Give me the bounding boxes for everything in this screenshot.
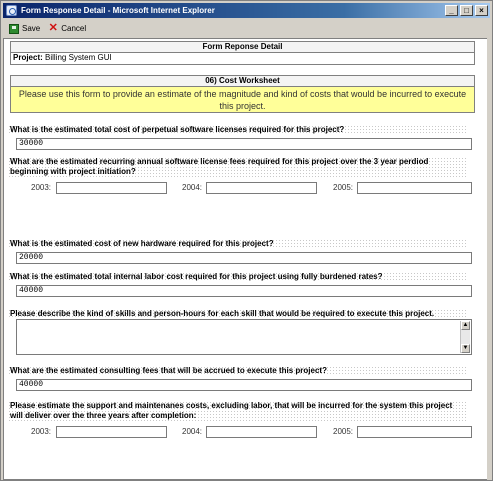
recurring-fees-2004-input[interactable] <box>206 182 317 194</box>
save-label: Save <box>22 24 41 33</box>
new-hardware-input[interactable]: 20000 <box>16 252 472 264</box>
support-2004-input[interactable] <box>206 426 317 438</box>
support-2003-input[interactable] <box>56 426 167 438</box>
question-new-hardware: What is the estimated cost of new hardware required for this project? <box>8 239 466 249</box>
question-consulting-fees: What are the estimated consulting fees that will be accrued to execute this project? <box>8 366 466 376</box>
cancel-button[interactable] <box>48 21 87 34</box>
close-button[interactable]: × <box>475 5 488 16</box>
label-2004-support: 2004: <box>182 427 203 436</box>
page-content <box>3 38 490 480</box>
window-title: Form Response Detail - Microsoft Internet Explorer <box>21 6 215 15</box>
cancel-icon: ✕ <box>48 21 58 34</box>
scroll-down-arrow-icon[interactable]: ▼ <box>462 345 469 351</box>
recurring-fees-2003-input[interactable] <box>56 182 167 194</box>
cancel-label: Cancel <box>61 24 87 33</box>
label-2003-support: 2003: <box>31 427 52 436</box>
perpetual-licenses-input[interactable]: 30000 <box>16 138 472 150</box>
scroll-up-arrow-icon[interactable]: ▲ <box>462 322 469 328</box>
label-2005: 2005: <box>333 183 354 192</box>
textarea-scrollbar[interactable] <box>460 321 470 353</box>
project-row <box>10 53 475 65</box>
minimize-button[interactable]: _ <box>445 5 458 16</box>
question-recurring-license-fees: What are the estimated recurring annual software license fees required for this project over the 3 year perdiod beginning with project initiation? <box>8 157 466 177</box>
maximize-button[interactable]: □ <box>460 5 473 16</box>
project-value: Billing System GUI <box>45 53 112 62</box>
question-internal-labor: What is the estimated total internal labor cost required for this project using fully burdened rates? <box>8 272 466 282</box>
internal-labor-input[interactable]: 40000 <box>16 285 472 297</box>
label-2003: 2003: <box>31 183 52 192</box>
skills-textarea[interactable] <box>16 319 472 355</box>
project-label: Project: <box>13 53 43 62</box>
window-scrollbar[interactable] <box>487 38 491 480</box>
instructions-notice: Please use this form to provide an estimate of the magnitude and kind of costs that would be incurred to execute this project. <box>10 87 475 113</box>
title-bar <box>3 3 490 18</box>
internet-explorer-icon <box>6 5 17 16</box>
recurring-fees-2005-input[interactable] <box>357 182 472 194</box>
save-button[interactable] <box>9 24 40 34</box>
worksheet-title: 06) Cost Worksheet <box>10 75 475 87</box>
label-2004: 2004: <box>182 183 203 192</box>
save-icon <box>9 24 19 34</box>
question-perpetual-licenses: What is the estimated total cost of perpetual software licenses required for this project? <box>8 125 466 135</box>
form-container <box>10 41 475 113</box>
label-2005-support: 2005: <box>333 427 354 436</box>
question-support-maintenance: Please estimate the support and maintenanes costs, excluding labor, that will be incurred for the system this project will deliver over the three years after completion: <box>8 401 466 421</box>
support-2005-input[interactable] <box>357 426 472 438</box>
question-skills-person-hours: Please describe the kind of skills and person-hours for each skill that would be required to execute this project. <box>8 309 466 319</box>
consulting-fees-input[interactable]: 40000 <box>16 379 472 391</box>
form-header: Form Reponse Detail <box>10 41 475 53</box>
toolbar <box>3 20 490 37</box>
